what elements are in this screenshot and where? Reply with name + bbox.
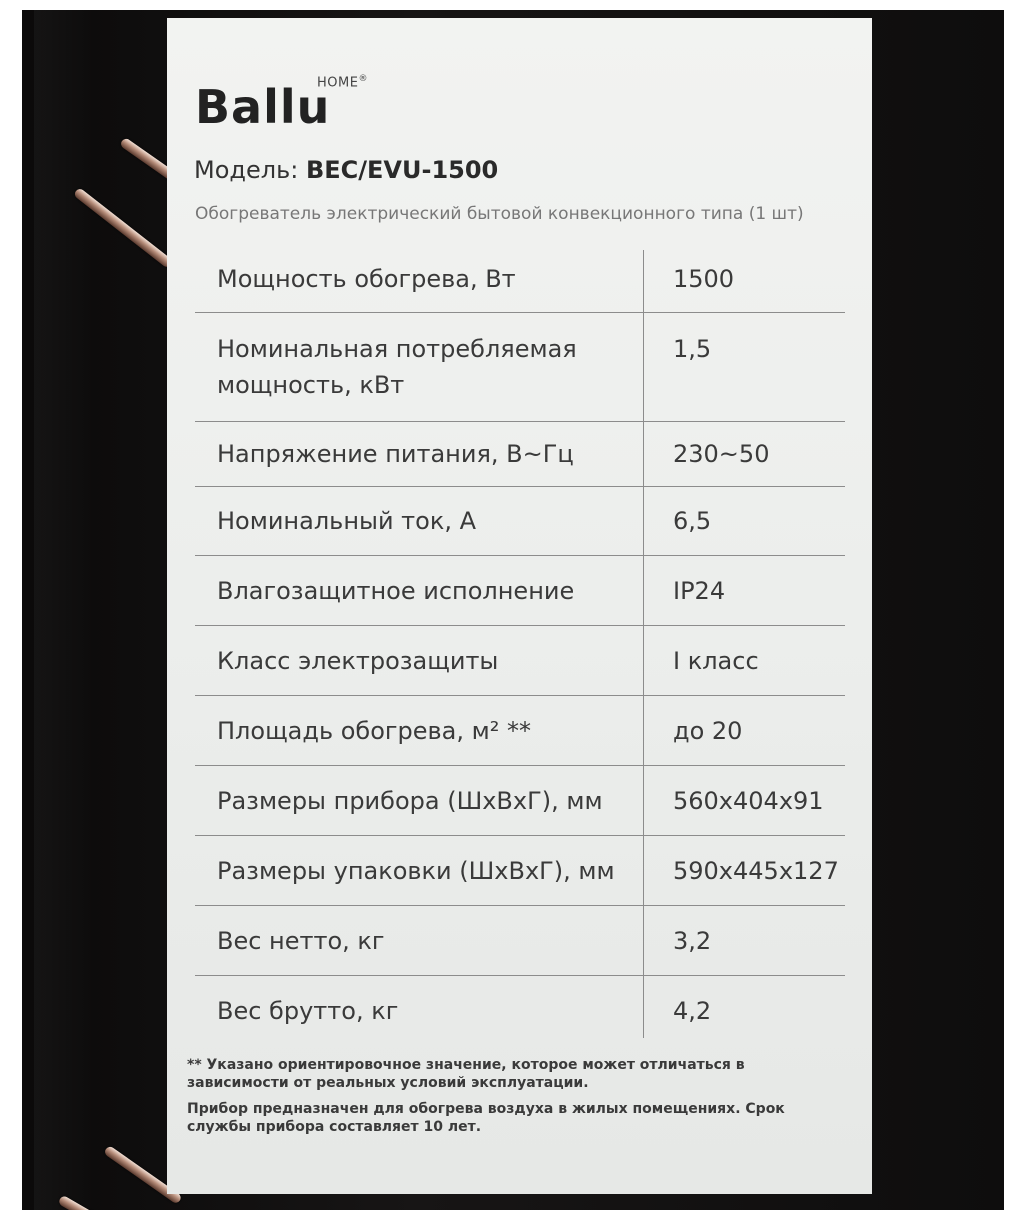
- spec-label: Площадь обогрева, м² **: [217, 716, 531, 745]
- spec-row: [195, 836, 845, 906]
- spec-row: [195, 313, 845, 422]
- footnote-accuracy: ** Указано ориентировочное значение, которое может отличаться в зависимости от реальных условий эксплуатации.: [187, 1057, 745, 1091]
- spec-row: [195, 766, 845, 836]
- spec-value: 1500: [673, 265, 735, 293]
- spec-label: Напряжение питания, В~Гц: [217, 440, 574, 468]
- footnote-purpose: Прибор предназначен для обогрева воздуха в жилых помещениях. Срок службы прибора составляет 10 лет.: [187, 1101, 785, 1135]
- spec-value: до 20: [673, 716, 743, 745]
- spec-row: [195, 422, 845, 487]
- spec-row: [195, 556, 845, 626]
- background-reflection: [34, 10, 94, 1210]
- spec-row: [195, 246, 845, 313]
- spec-value: I класс: [673, 646, 759, 675]
- spec-row: [195, 696, 845, 766]
- spec-value: 3,2: [673, 926, 712, 955]
- brand-logo: Ballu: [195, 80, 331, 134]
- spec-row: [195, 976, 845, 1045]
- spec-label: Номинальный ток, А: [217, 507, 477, 535]
- spec-value: IP24: [673, 576, 726, 605]
- model-label: Модель:: [194, 156, 299, 184]
- spec-row: [195, 487, 845, 556]
- spec-label: Вес нетто, кг: [217, 926, 385, 955]
- spec-value: 1,5: [673, 335, 712, 363]
- spec-value: 230~50: [673, 440, 770, 468]
- spec-label: Вес брутто, кг: [217, 996, 399, 1025]
- spec-card: [167, 18, 872, 1194]
- spec-label: Влагозащитное исполнение: [217, 576, 575, 605]
- spec-label: Класс электрозащиты: [217, 646, 499, 675]
- product-description: Обогреватель электрический бытовой конвекционного типа (1 шт): [195, 204, 804, 224]
- spec-row: [195, 626, 845, 696]
- spec-label: Мощность обогрева, Вт: [217, 265, 516, 293]
- footnotes: [187, 1056, 827, 1136]
- spec-row: [195, 906, 845, 976]
- spec-value: 590x445x127: [673, 856, 839, 885]
- model-line: [194, 156, 498, 184]
- spec-table: [195, 246, 845, 1045]
- model-value: BEC/EVU-1500: [305, 156, 499, 184]
- brand-logo-sub: HOME®: [317, 74, 368, 91]
- spec-label: Размеры упаковки (ШхВхГ), мм: [217, 856, 615, 885]
- spec-label: Размеры прибора (ШхВхГ), мм: [217, 786, 603, 815]
- spec-value: 4,2: [673, 996, 712, 1025]
- spec-value: 6,5: [673, 507, 712, 535]
- spec-label: Номинальная потребляемая мощность, кВт: [217, 335, 577, 399]
- spec-value: 560x404x91: [673, 786, 824, 815]
